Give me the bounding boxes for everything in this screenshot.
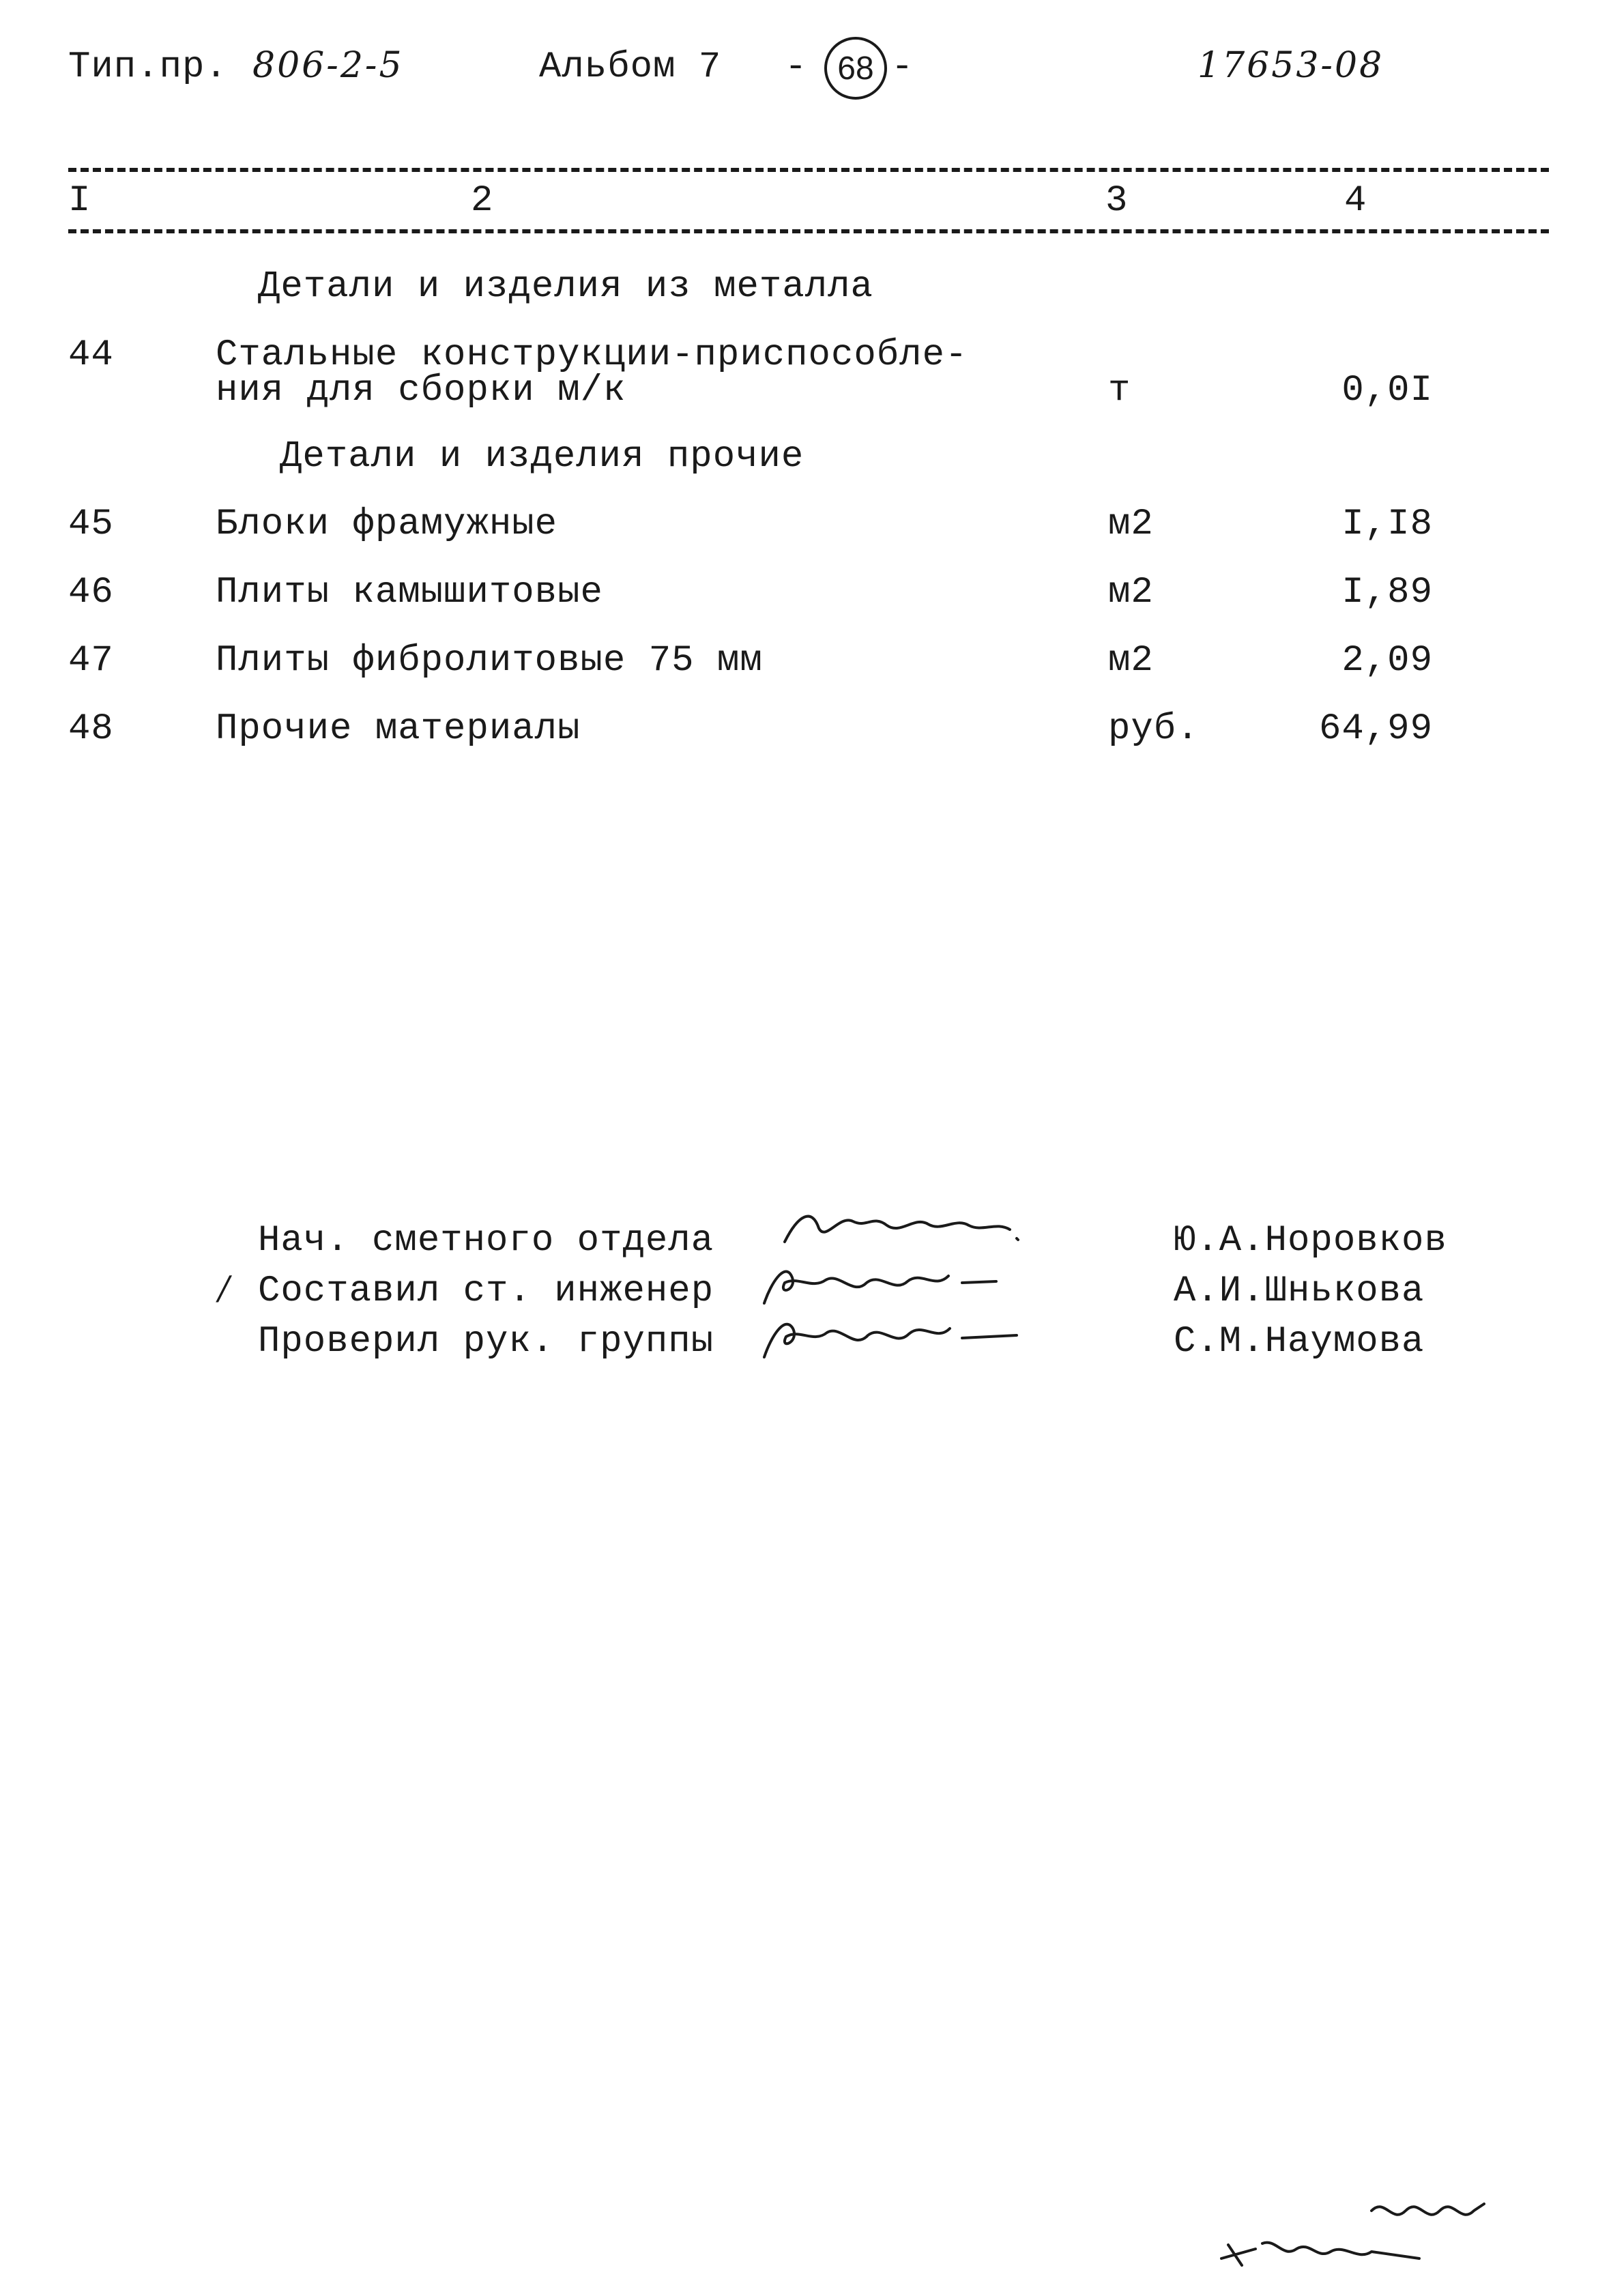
row-value: 2,09: [1341, 640, 1433, 682]
row-unit: м2: [1108, 572, 1154, 613]
column-header-2: 2: [471, 180, 494, 222]
row-name: Плиты фибролитовые 75 мм: [216, 640, 763, 682]
page-dash-right: -: [891, 46, 914, 88]
row-number: 48: [68, 708, 114, 750]
row-number: 44: [68, 334, 114, 376]
signer-role: Нач. сметного отдела: [258, 1220, 714, 1262]
row-name: Плиты камышитовые: [216, 572, 603, 613]
album-label: Альбом 7: [539, 46, 722, 88]
row-value: I,89: [1341, 572, 1433, 613]
column-header-1: I: [68, 180, 91, 222]
page-number-badge: [824, 37, 887, 100]
signer-name: С.М.Наумова: [1174, 1321, 1425, 1363]
row-name-line-2: ния для сборки м/к: [216, 370, 626, 411]
section-title: Детали и изделия прочие: [280, 436, 804, 478]
column-header-3: 3: [1105, 180, 1129, 222]
row-number: 47: [68, 640, 114, 682]
signature-1-image: [778, 1201, 1024, 1255]
signer-name: А.И.Шнькова: [1174, 1270, 1425, 1312]
row-name: Блоки фрамужные: [216, 504, 558, 545]
doc-type-label: Тип.пр.: [68, 46, 228, 88]
table-top-divider: [68, 168, 1549, 172]
doc-number: 17653-08: [1198, 45, 1384, 86]
table-header-divider: [68, 229, 1549, 233]
row-unit: руб.: [1108, 708, 1200, 750]
row-value: I,I8: [1341, 504, 1433, 545]
row-name: Прочие материалы: [216, 708, 581, 750]
margin-mark: /: [218, 1269, 232, 1307]
corner-scribble-image: [1215, 2183, 1515, 2272]
page-number: 68: [837, 50, 874, 87]
page-dash-left: -: [785, 46, 808, 88]
row-unit: т: [1108, 370, 1131, 411]
section-title: Детали и изделия из металла: [258, 266, 873, 308]
row-unit: м2: [1108, 640, 1154, 682]
signature-2-image: [757, 1255, 1017, 1310]
column-header-4: 4: [1344, 180, 1367, 222]
row-number: 46: [68, 572, 114, 613]
project-code: 806-2-5: [252, 45, 404, 86]
signer-name: Ю.А.Норовков: [1174, 1220, 1447, 1262]
row-unit: м2: [1108, 504, 1154, 545]
row-number: 45: [68, 504, 114, 545]
row-value: 0,0I: [1341, 370, 1433, 411]
signer-role: Составил ст. инженер: [258, 1270, 714, 1312]
signer-role: Проверил рук. группы: [258, 1321, 714, 1363]
row-value: 64,99: [1318, 708, 1433, 750]
signature-3-image: [757, 1307, 1030, 1368]
row-name-line-1: Стальные конструкции-приспособле-: [216, 334, 968, 376]
